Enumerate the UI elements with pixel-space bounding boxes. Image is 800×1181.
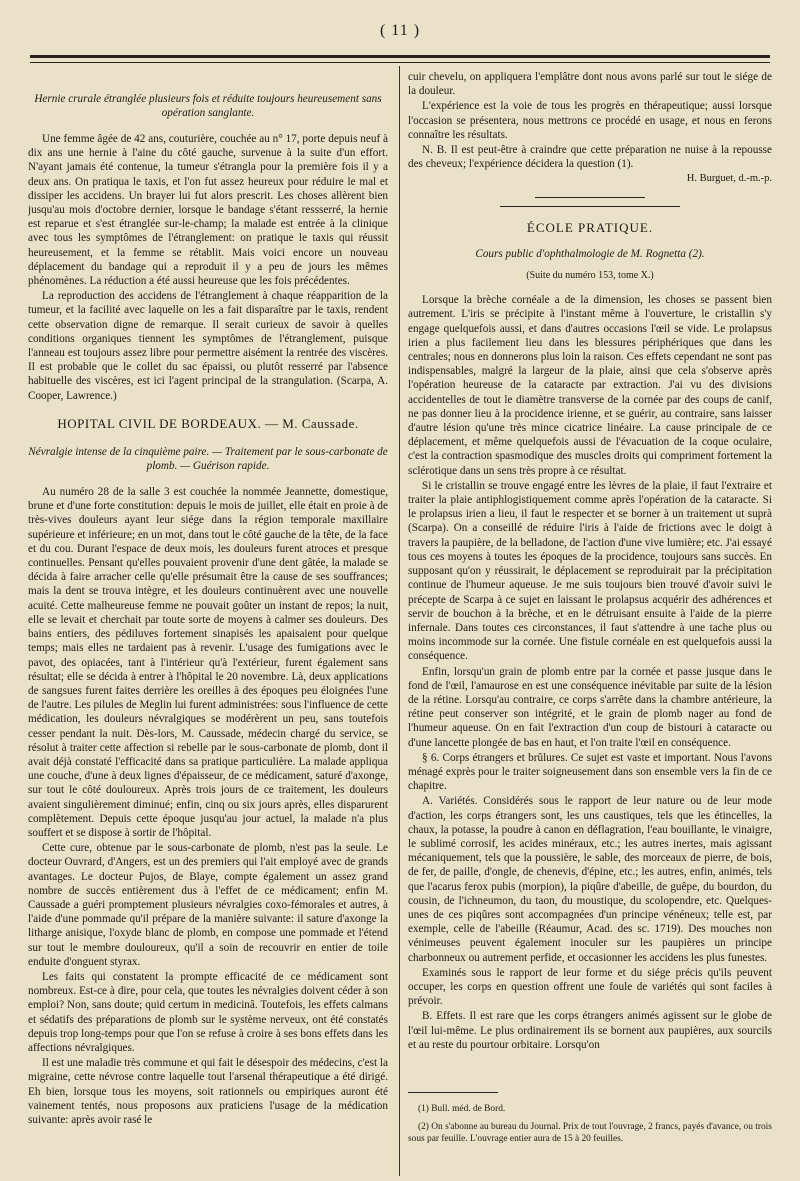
ophtalmo-paragraph-7: B. Effets. Il est rare que les corps étrangers animés agissent sur le globe de l'œil lui-même. Le plus ordinairement ils se bornent aux paupières, aux sourcils et au reste du pourtour orbitaire. Lorsqu'on: [408, 1010, 772, 1051]
ophtalmo-paragraph-2: Si le cristallin se trouve engagé entre les lèvres de la plaie, il faut l'extraire et traiter la plaie antiphlogistiquement comme après l'opération de la cataracte. Si le prolapsus irien a lieu, il faut le respecter et se borner à un traitement ut suprà (Scarpa). On a conseillé de réduire l'iris à l'aide de frictions avec le doigt à travers la paupière, de la belladone, de l'action d'une vive lumière; etc. J'ai essayé tous ces moyens à toutes les époques de la procidence, toujours sans succès. En supposant qu'on y réussirait, le déplacement se reproduirait par la précipitation continue de l'humeur aqueuse. Je me suis toujours bien trouvé d'avoir suivi le précepte de Scarpa à ce sujet en laissant le prolapsus acquérir des adhérences et servir de bouchon à la brèche, et en le détruisant ensuite à l'aide de la pierre infernale. Dans toutes ces circonstances, il faut s'attendre à une tache plus ou moins incommode sur la cornée. Une fistule cornéale en est quelquefois aussi la conséquence.: [408, 479, 772, 663]
ophtalmo-paragraph-4: § 6. Corps étrangers et brûlures. Ce sujet est vaste et important. Nous l'avons ménagé exprès pour le traiter soigneusement dans son ensemble vers la fin de ce chapitre.: [408, 751, 772, 793]
ophtalmo-paragraph-5: A. Variétés. Considérés sous le rapport de leur nature ou de leur mode d'action, les corps étrangers sont, les uns caustiques, tels que les étincelles, la chaux, la potasse, la poudre à canon en déflagration, l'eau bouillante, le vinaigre, le sublimé corrosif, les acides minéraux, etc.; les autres inertes, mais agissant mécaniquement, tels que la poussière, le sable, des morceaux de pierre, de bois, de fer, de paille, d'ongle, de chenevis, d'épine, etc.; les autres, enfin, animés, tels que l'acarus ferox pubis (morpion), la piqûre d'abeille, de guêpe, du bourdon, du cousin, de l'ichneumon, du taon, du moustique, du scolopendre, etc. Quelques-unes de ces piqûres sont accompagnées d'un principe vénéneux; telle est, par exemple, celle de l'abeille (Réaumur, Acad. des sc. 1719). Des mouches non vénimeuses peuvent également inoculer sur les paupières un principe charbonneux ou autrement perfide, et occasionner les accidens les plus funestes.: [408, 795, 772, 964]
ophtalmo-paragraph-3: Enfin, lorsqu'un grain de plomb entre par la cornée et passe jusque dans le fond de l'œil, l'amaurose en est une conséquence inévitable par suite de la lésion de la rétine. Lorsqu'au contraire, ce corps s'arrête dans la chambre antérieure, la rétine peut conserver son intégrité, et le grain de plomb nager au fond de l'humeur aqueuse. On en fait l'extraction d'un coup de bistouri à cataracte ou d'une lancette plongée de bas en haut, et l'on traite l'œil en conséquence.: [408, 665, 772, 749]
continued-paragraph-2: L'expérience est la voie de tous les progrès en thérapeutique; aussi lorsque l'occasion se présentera, nous mettrons ce procédé en usage, et nous en ferons connaître les résultats.: [408, 100, 772, 141]
section-rule-1: [535, 197, 645, 198]
right-column: [408, 70, 772, 1175]
footnote-rule: [408, 1092, 498, 1093]
course-title: Cours public d'ophthalmologie de M. Rognetta (2).: [475, 247, 705, 260]
header-rule-thick: [30, 55, 770, 58]
page-number: ( 11 ): [379, 22, 421, 39]
header-rule-thin: [30, 62, 770, 63]
ophtalmo-paragraph-6: Examinés sous le rapport de leur forme et du siége précis qu'ils peuvent occuper, les corps en question offrent une foule de variétés qui sont faciles à prévoir.: [408, 966, 772, 1008]
nevralgie-paragraph-2: Cette cure, obtenue par le sous-carbonate de plomb, n'est pas la seule. Le docteur Ouvrard, d'Angers, est un des premiers qui l'ait employé avec de grands avantages. Le docteur Pujos, de Blaye, compte également un assez grand nombre de succès entièrement dus à l'effet de ce médicament; enfin M. Caussade a guéri promptement plusieurs névralgies coxo-fémorales et autres, à l'aide d'une pommade qu'il prépare de la manière suivante: il sature d'axonge la litharge anisique, l'oxyde blanc de plomb, en compose une pommade et l'étend sur tout le membre douloureux, qu'il a soin de recouvrir en entier de toile enduite d'onguent styrax.: [28, 842, 388, 968]
nevralgie-paragraph-1: Au numéro 28 de la salle 3 est couchée la nommée Jeannette, domestique, brune et d'une forte constitution: depuis le mois de juillet, elle était en proie à de très-vives douleurs ayant leur siége dans la région temporale maxillaire supérieure et inférieure; en un mot, dans tout le côté gauche de la tête, de la face et du cou. Durant l'espace de deux mois, les douleurs furent atroces et presque continuelles. Pensant qu'elles pouvaient provenir d'une dent gâtée, la malade se décida à faire arracher celle qu'elle présumait être la cause de ses souffrances; mais la dent se trouva intègre, et les douleurs continuèrent avec une nouvelle acuité. Cette malheureuse femme ne pouvait goûter un instant de repos; la nuit, elle se levait et cherchait par toute sorte de moyens à calmer ses douleurs. Des bains entiers, des pédiluves fortement sinapisés les apaisaient pour quelque temps; mais elles ne tardaient pas à revenir. L'usage des fumigations avec le pavot, des opiacées, tant à l'intérieur qu'à l'extérieur, furent également sans résultat; elle se décida à entrer à l'hôpital le 20 novembre. Là, deux applications de sangsues furent faites derrière les oreilles à des époques peu éloignées l'une de l'autre. Les pilules de Meglin lui furent administrées: sous l'influence de cette médication, les douleurs névralgiques se modérèrent un peu, sans toutefois cesser pendant la nuit. Dès-lors, M. Caussade, médecin chargé du service, se résolut à traiter cette affection si rebelle par le sous-carbonate de plomb, dont il avait déjà constaté l'efficacité dans sa pratique particulière. La malade appliqua une couche, d'une à deux lignes d'épaisseur, de ce médicament, saturé d'axonge, sur tout le côté douloureux. Après trois jours de ce traitement, les douleurs avaient singulièrement diminué; enfin, cinq ou six jours après, elles disparurent complètement. Depuis cette époque jusqu'au jour actuel, la malade n'a plus souffert et se dispose à sortir de l'hôpital.: [28, 486, 388, 839]
ophtalmo-paragraph-1: Lorsque la brèche cornéale a de la dimension, les choses se passent bien autrement. L'iris se précipite à l'instant même à l'ouverture, le cristallin s'y engage quelquefois aussi, et dans d'autres occasions l'œil se vide. Le prolapsus irien a plus facilement lieu dans les blessures périphériques que dans les centrales; nous en donnerons plus loin la raison. Ces effets cependant ne sont pas indispensables, malgré la largeur de la plaie, ainsi que cela s'observe après l'opération heureuse de la cataracte par extraction. J'ai vu des divisions accidentelles de tout le diamètre transverse de la cornée par des coups de canif, ne pas donner lieu à la procidence irienne, et se guérir, au contraire, sans laisser d'autre lésion qu'une très mince cicatrice linéaire. La cause principale de ce déplacement, et même quelquefois aussi de l'évacuation de la coque oculaire, c'est la contraction spasmodique des muscles droits qui compriment fortement la sclérotique dans un sens très propre à ce résultat.: [408, 294, 772, 477]
nota-bene: N. B. Il est peut-être à craindre que cette préparation ne nuise à la repousse des cheveux; l'expérience décidera la question (1).: [408, 144, 772, 171]
author-signature: H. Burguet, d.-m.-p.: [686, 173, 772, 185]
hernie-paragraph-2: La reproduction des accidens de l'étranglement à chaque réapparition de la tumeur, et la facilité avec laquelle on les a fait disparaître par le taxis, rendent cette observation digne de remarque. Il serait curieux de savoir à quelles conditions organiques tiennent les symptômes de l'étranglement, puisque l'anneau est toujours assez libre pour permettre aisément la rentrée des viscères. Il est probable que le collet du sac épaissi, ou plutôt resserré par l'absence habituelle des viscères, est ici l'agent principal de la strangulation. (Scarpa, A. Cooper, Lawrence.): [28, 290, 388, 402]
left-column: [28, 70, 388, 1175]
bordeaux-heading: HOPITAL CIVIL DE BORDEAUX. — M. Caussade.: [57, 415, 359, 431]
hernie-title: Hernie crurale étranglée plusieurs fois et réduite toujours heureusement sans opération sanglante.: [34, 93, 382, 119]
column-separator: [399, 66, 400, 1176]
nevralgie-paragraph-4: Il est une maladie très commune et qui fait le désespoir des médecins, c'est la migraine, cette névrose contre laquelle tout l'arsenal thérapeutique a été dirigé. Eh bien, lorsque tous les moyens, soit rationnels ou empiriques auront été vainement tentés, nous proposons aux praticiens l'usage de la médication suivante: après avoir rasé le: [28, 1057, 388, 1126]
footnote-1: (1) Bull. méd. de Bord.: [418, 1104, 506, 1114]
nevralgie-paragraph-3: Les faits qui constatent la prompte efficacité de ce médicament sont nombreux. Est-ce à dire, pour cela, que toutes les névralgies doivent céder à son emploi? Non, sans doute; quid certum in medicinâ. Toutefois, les effets calmans et sédatifs des préparations de plomb sur le système nerveux, ont été constatés depuis trop long-temps pour que l'on se refuse à croire à ses bons effets dans les affections névralgiques.: [28, 970, 388, 1054]
nevralgie-title: Névralgie intense de la cinquième paire. — Traitement par le sous-carbonate de plomb. — Guérison rapide.: [28, 446, 388, 473]
hernie-paragraph-1: Une femme âgée de 42 ans, couturière, couchée au n° 17, porte depuis neuf à dix ans une hernie à l'aine du côté gauche, survenue à la suite d'un effort. N'ayant jamais été contenue, la tumeur s'étrangla pour la première fois il y a deux ans. On pratiqua le taxis, et l'on fut assez heureux pour réduire le mal et dissiper les accidens. Un brayer lui fut alors prescrit. Les choses allèrent bien jusqu'au mois d'octobre dernier, lorsque le bandage s'étant ressserré, la hernie est reparue et s'est étranglée sur-le-champ; la malade est entrée à la clinique avec tous les symptômes de l'étranglement: on pratique le taxis qui réussit heureusement, et la femme se rétablit. Mais voici encore un nouveau déplacement du bandage qui a reproduit il y a peu de jours les mêmes phénomènes. La réduction a été aussi heureuse que les fois précédentes.: [28, 133, 388, 288]
footnotes: [408, 1092, 772, 1151]
footnote-2: (2) On s'abonne au bureau du Journal. Prix de tout l'ouvrage, 2 francs, payés d'avance, ou trois sous par feuille. L'ouvrage entier aura de 15 à 20 feuilles.: [408, 1122, 772, 1144]
continued-paragraph-1: cuir chevelu, on appliquera l'emplâtre dont nous avons parlé sur tout le siége de la douleur.: [408, 71, 772, 98]
continuation-note: (Suite du numéro 153, tome X.): [526, 270, 654, 282]
ecole-pratique-heading: ÉCOLE PRATIQUE.: [526, 219, 654, 235]
section-rule-2: [500, 206, 680, 207]
